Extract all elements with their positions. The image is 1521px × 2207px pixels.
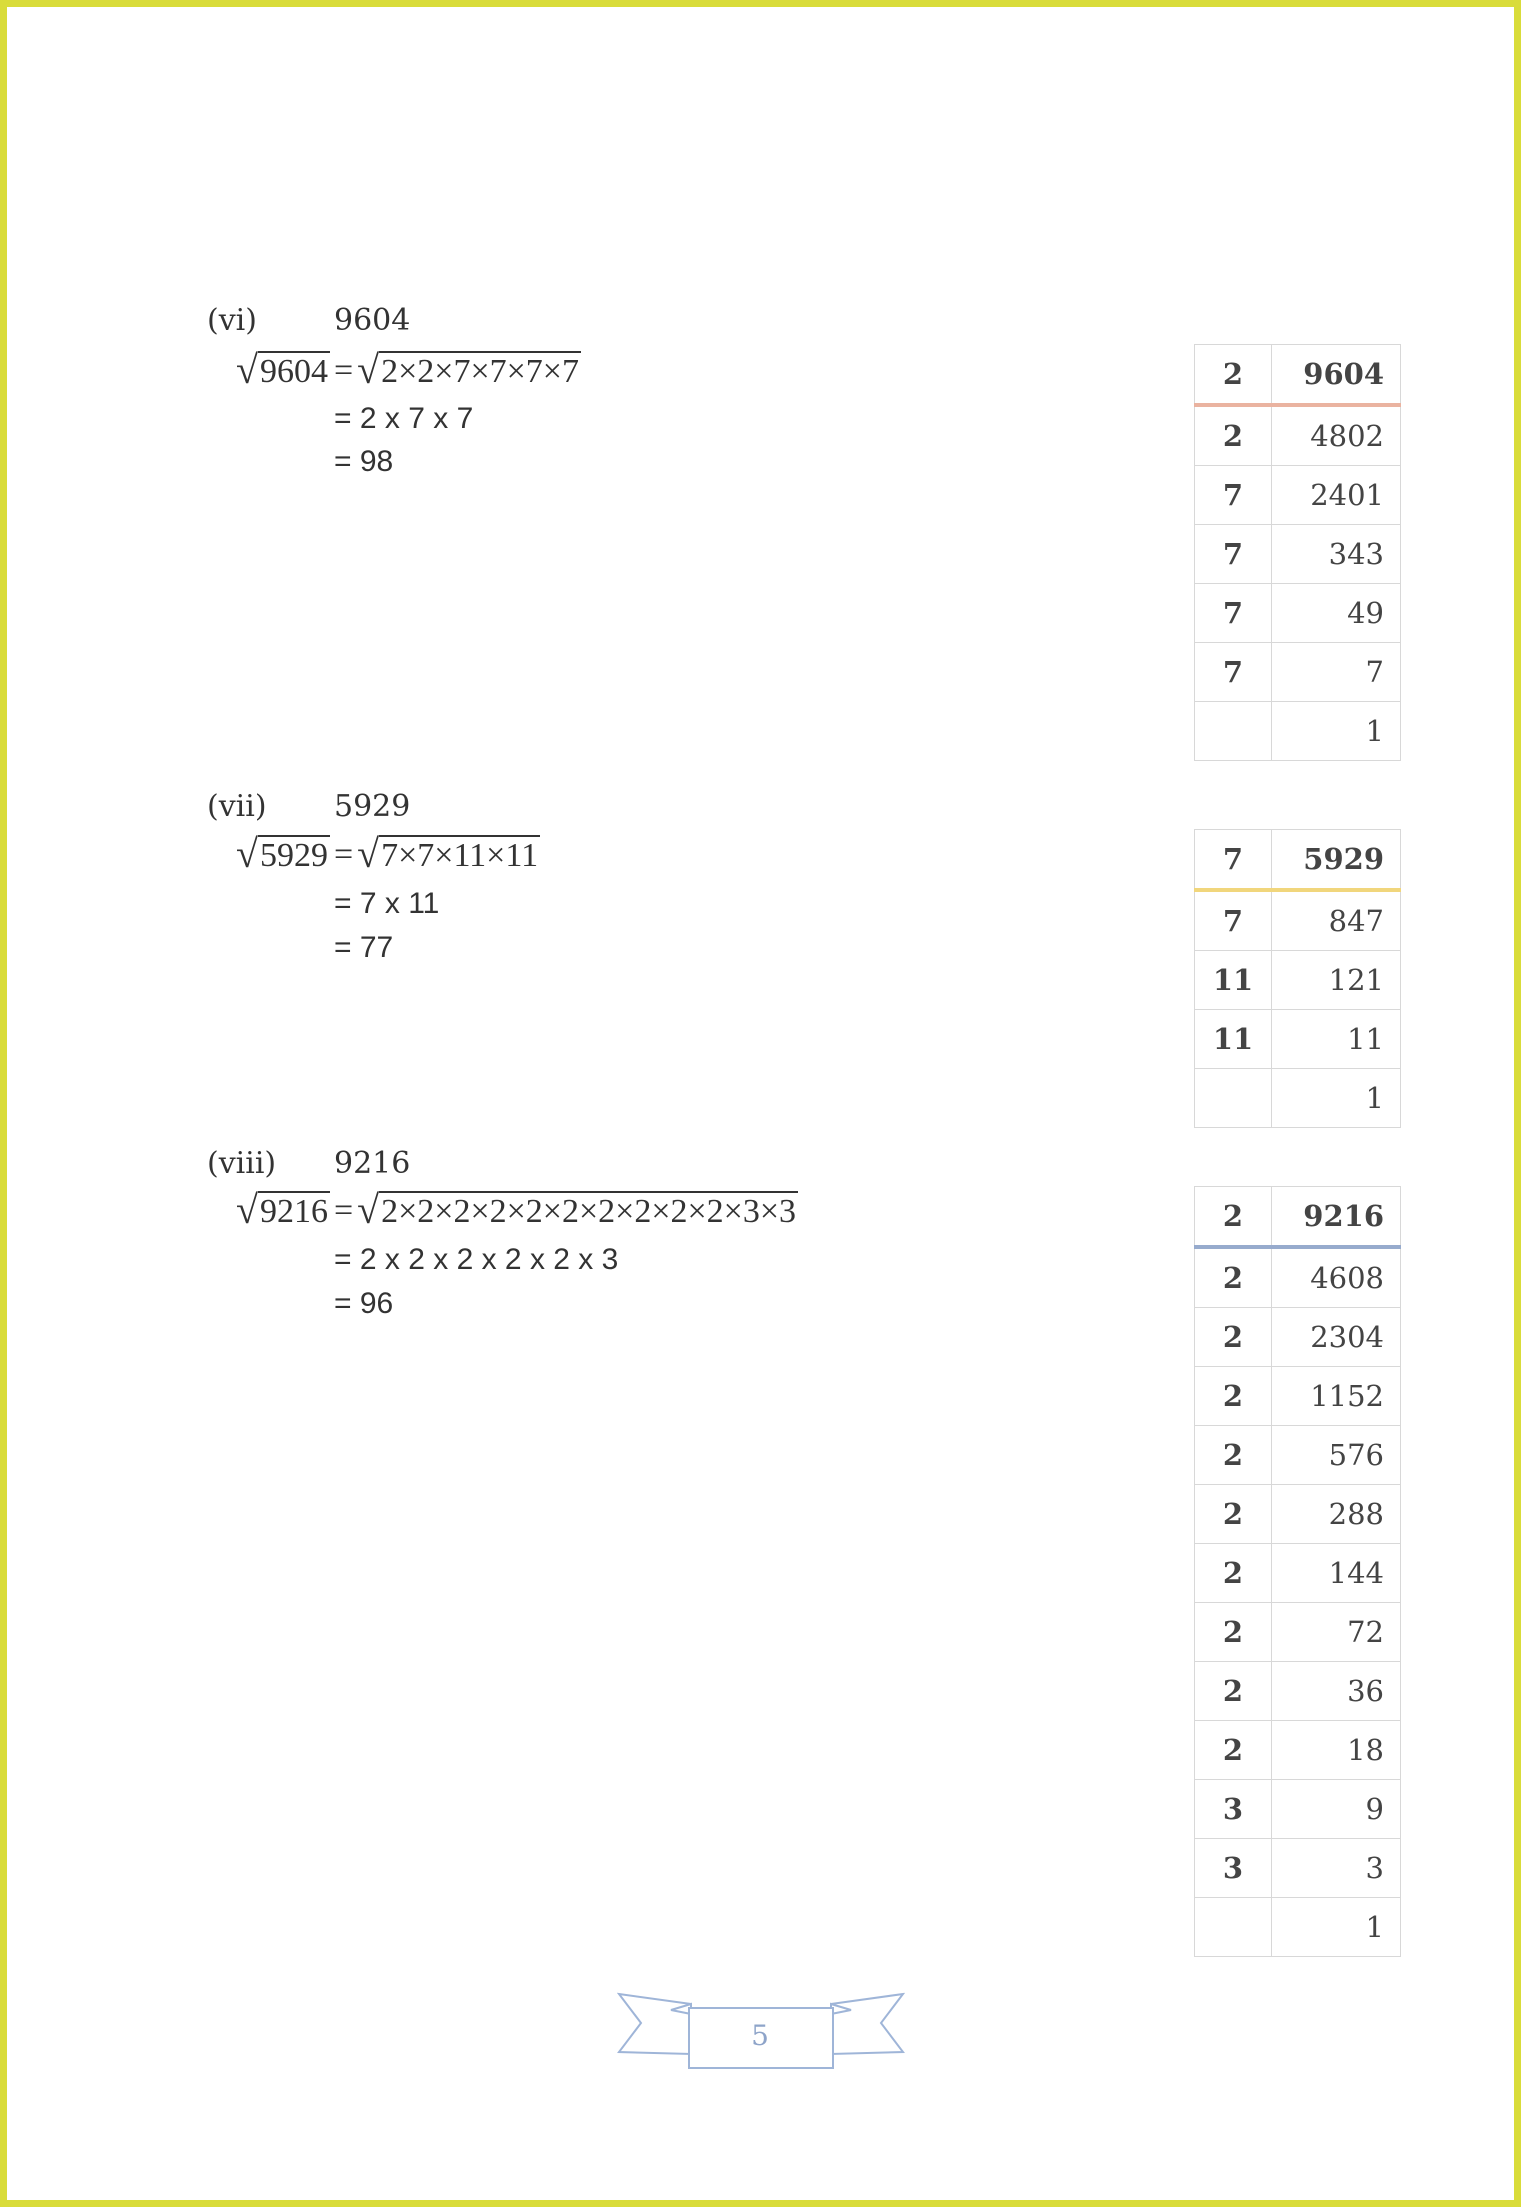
divisor-cell: 11	[1195, 1010, 1272, 1069]
quotient-cell: 2401	[1272, 466, 1401, 525]
problem-number: 9604	[334, 303, 411, 338]
sqrt-factors: 2×2×7×7×7×7	[381, 352, 579, 390]
sqrt-equation: √ 5929 = √ 7×7×11×11	[236, 831, 539, 876]
divisor-cell: 11	[1195, 951, 1272, 1010]
table-row	[1195, 1308, 1401, 1367]
page-number: 5	[751, 2019, 769, 2052]
problem-label: (viii)	[207, 1146, 277, 1181]
quotient-cell: 4802	[1272, 405, 1401, 466]
sqrt-factors: 2×2×2×2×2×2×2×2×2×2×3×3	[381, 1192, 797, 1230]
quotient-cell: 49	[1272, 584, 1401, 643]
quotient-cell: 9216	[1272, 1187, 1401, 1248]
table-row	[1195, 1485, 1401, 1544]
problem-number: 5929	[334, 789, 411, 824]
quotient-cell: 121	[1272, 951, 1401, 1010]
sqrt-radicand: 5929	[259, 836, 328, 874]
solution-step: = 2 x 2 x 2 x 2 x 2 x 3	[334, 1243, 619, 1276]
divisor-cell: 7	[1195, 890, 1272, 951]
quotient-cell: 3	[1272, 1839, 1401, 1898]
table-row	[1195, 584, 1401, 643]
sqrt-radicand: 9216	[259, 1192, 328, 1230]
divisor-cell: 7	[1195, 830, 1272, 891]
table-row	[1195, 951, 1401, 1010]
quotient-cell: 5929	[1272, 830, 1401, 891]
problem-number: 9216	[334, 1146, 411, 1181]
table-row	[1195, 702, 1401, 761]
table-row	[1195, 1721, 1401, 1780]
sqrt-factors: 7×7×11×11	[381, 836, 539, 874]
sqrt-equation: √ 9216 = √ 2×2×2×2×2×2×2×2×2×2×3×3	[236, 1187, 797, 1232]
table-row	[1195, 405, 1401, 466]
divisor-cell: 2	[1195, 1367, 1272, 1426]
quotient-cell: 288	[1272, 1485, 1401, 1544]
divisor-cell: 2	[1195, 1662, 1272, 1721]
solution-step: = 7 x 11	[334, 887, 440, 920]
quotient-cell: 9604	[1272, 345, 1401, 406]
divisor-cell	[1195, 1898, 1272, 1957]
divisor-cell: 7	[1195, 643, 1272, 702]
solution-result: = 98	[334, 445, 394, 478]
divisor-cell: 3	[1195, 1780, 1272, 1839]
divisor-cell: 2	[1195, 1721, 1272, 1780]
problem-label: (vi)	[207, 303, 257, 338]
table-header-row	[1195, 830, 1401, 891]
divisor-cell: 7	[1195, 584, 1272, 643]
quotient-cell: 9	[1272, 1780, 1401, 1839]
table-row	[1195, 1603, 1401, 1662]
divisor-cell: 2	[1195, 1544, 1272, 1603]
table-header-row	[1195, 345, 1401, 406]
quotient-cell: 1	[1272, 1898, 1401, 1957]
quotient-cell: 576	[1272, 1426, 1401, 1485]
quotient-cell: 18	[1272, 1721, 1401, 1780]
division-table	[1194, 1186, 1401, 1957]
table-row	[1195, 1662, 1401, 1721]
quotient-cell: 11	[1272, 1010, 1401, 1069]
solution-result: = 96	[334, 1287, 394, 1320]
divisor-cell: 3	[1195, 1839, 1272, 1898]
divisor-cell: 2	[1195, 1308, 1272, 1367]
quotient-cell: 72	[1272, 1603, 1401, 1662]
divisor-cell: 2	[1195, 405, 1272, 466]
table-row	[1195, 1367, 1401, 1426]
divisor-cell: 2	[1195, 1603, 1272, 1662]
quotient-cell: 1	[1272, 702, 1401, 761]
table-row	[1195, 1544, 1401, 1603]
table-row	[1195, 1069, 1401, 1128]
table-row	[1195, 1426, 1401, 1485]
divisor-cell: 2	[1195, 1247, 1272, 1308]
divisor-cell: 2	[1195, 1485, 1272, 1544]
divisor-cell	[1195, 702, 1272, 761]
table-row	[1195, 1839, 1401, 1898]
divisor-cell	[1195, 1069, 1272, 1128]
division-table	[1194, 344, 1401, 761]
table-header-row	[1195, 1187, 1401, 1248]
quotient-cell: 343	[1272, 525, 1401, 584]
table-row	[1195, 890, 1401, 951]
quotient-cell: 1	[1272, 1069, 1401, 1128]
table-row	[1195, 1898, 1401, 1957]
table-row	[1195, 466, 1401, 525]
divisor-cell: 2	[1195, 345, 1272, 406]
solution-result: = 77	[334, 931, 394, 964]
table-row	[1195, 1247, 1401, 1308]
table-row	[1195, 1780, 1401, 1839]
division-table	[1194, 829, 1401, 1128]
table-row	[1195, 1010, 1401, 1069]
table-row	[1195, 525, 1401, 584]
divisor-cell: 2	[1195, 1187, 1272, 1248]
solution-step: = 2 x 7 x 7	[334, 402, 474, 435]
quotient-cell: 7	[1272, 643, 1401, 702]
divisor-cell: 7	[1195, 466, 1272, 525]
quotient-cell: 847	[1272, 890, 1401, 951]
divisor-cell: 2	[1195, 1426, 1272, 1485]
sqrt-equation: √ 9604 = √ 2×2×7×7×7×7	[236, 347, 579, 392]
quotient-cell: 2304	[1272, 1308, 1401, 1367]
divisor-cell: 7	[1195, 525, 1272, 584]
table-row	[1195, 643, 1401, 702]
quotient-cell: 36	[1272, 1662, 1401, 1721]
quotient-cell: 1152	[1272, 1367, 1401, 1426]
quotient-cell: 144	[1272, 1544, 1401, 1603]
sqrt-radicand: 9604	[259, 352, 328, 390]
problem-label: (vii)	[207, 789, 267, 824]
quotient-cell: 4608	[1272, 1247, 1401, 1308]
